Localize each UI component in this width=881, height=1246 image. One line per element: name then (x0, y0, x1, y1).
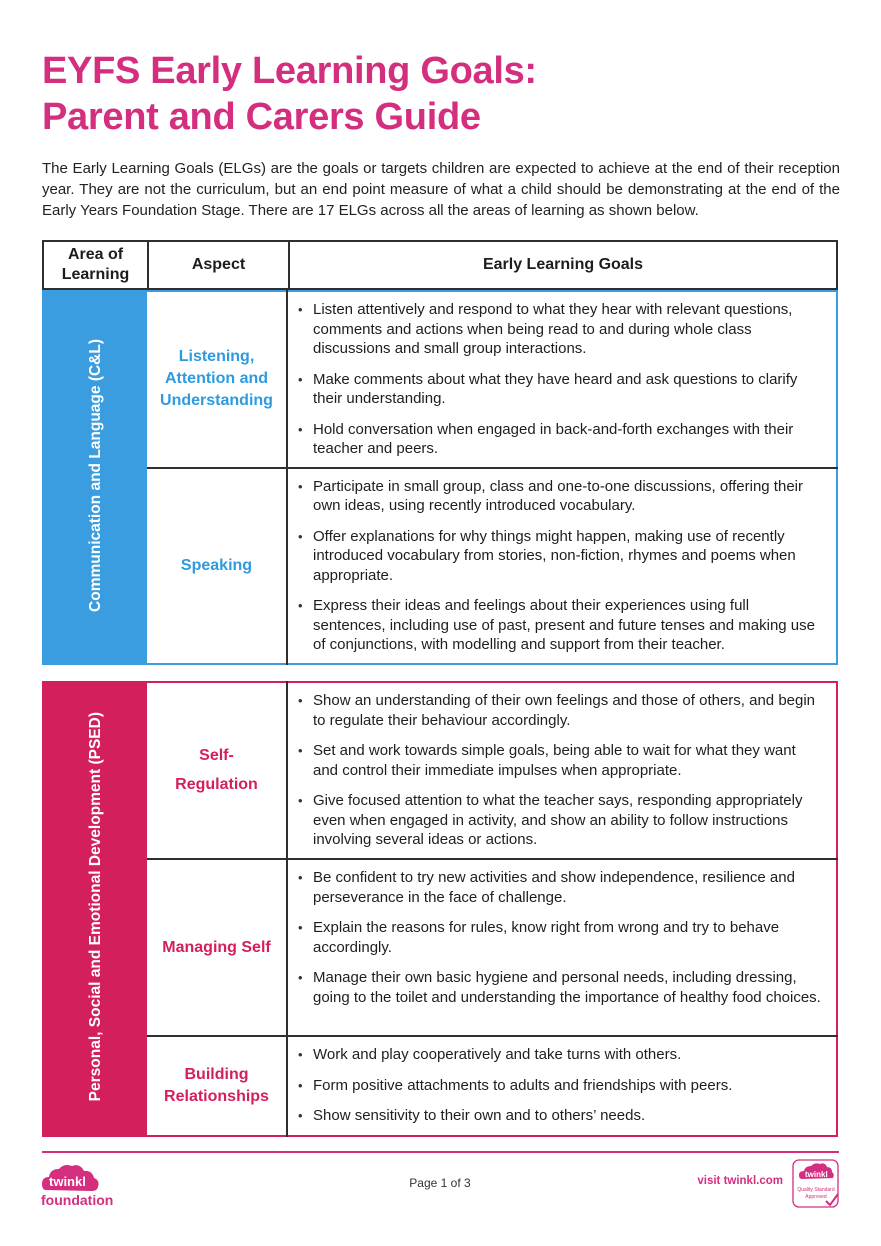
goals-listening (287, 291, 837, 468)
aspect-managing-self (147, 859, 287, 1036)
goal-item: • Be confident to try new activities and show independence, resilience and perseverance in the face of challenge. (298, 868, 824, 907)
goal-item: • Listen attentively and respond to what they hear with relevant questions, comments and actions when being read to and during whole class discussions and small group interactions. (298, 300, 824, 359)
quality-standard-badge (792, 1159, 840, 1209)
goals-building-relationships (287, 1036, 837, 1136)
goal-item: • Offer explanations for why things might happen, making use of recently introduced vocabulary from stories, non-fiction, rhymes and poems when appropriate. (298, 527, 824, 586)
badge-text-quality: Quality Standard (797, 1187, 835, 1193)
aspect-line: Managing Self (162, 938, 271, 956)
goals-speaking (287, 468, 837, 664)
aspect-line: Attention and (164, 370, 269, 388)
header-goals: Early Learning Goals (289, 241, 837, 289)
psed-area-cell (43, 682, 147, 1136)
aspect-line: Listening, (178, 348, 255, 366)
goals-self-regulation (287, 682, 837, 859)
aspect-line: Speaking (180, 556, 253, 574)
title-line-1: EYFS Early Learning Goals: (42, 50, 537, 92)
aspect-line: Self- (199, 747, 234, 764)
header-area (43, 241, 148, 289)
goal-item: • Form positive attachments to adults and friendships with peers. (298, 1076, 824, 1096)
header-area-line-1: Area of (67, 246, 124, 263)
badge-text-approved: Approved (805, 1194, 827, 1200)
psed-section (42, 681, 838, 1137)
goal-item: • Set and work towards simple goals, being able to wait for what they want and control their immediate impulses when appropriate. (298, 741, 824, 780)
title-line-2: Parent and Carers Guide (42, 96, 481, 138)
table-header (42, 240, 838, 290)
badge-text-twinkl: twinkl (805, 1170, 828, 1179)
logo-text-foundation: foundation (41, 1192, 114, 1208)
goal-item: • Work and play cooperatively and take turns with others. (298, 1045, 824, 1065)
aspect-line: Understanding (160, 392, 273, 410)
page-title (42, 48, 537, 140)
table-row (43, 291, 837, 468)
header-area-line-2: Learning (61, 266, 130, 283)
aspect-line: Building (184, 1066, 249, 1083)
twinkl-foundation-logo[interactable] (40, 1160, 120, 1210)
aspect-building-relationships (147, 1036, 287, 1136)
header-aspect: Aspect (148, 241, 289, 289)
cl-area-cell (43, 291, 147, 664)
goals-managing-self (287, 859, 837, 1036)
goal-item: • Make comments about what they have heard and ask questions to clarify their understanding. (298, 370, 824, 409)
psed-area-label: Personal, Social and Emotional Development (PSED) (86, 712, 104, 1102)
table-row (43, 682, 837, 859)
goal-item: • Express their ideas and feelings about their experiences using full sentences, including use of past, present and future tenses and making use of conjunctions, with modelling and support from their teacher. (298, 596, 824, 655)
aspect-speaking (147, 468, 287, 664)
intro-paragraph: The Early Learning Goals (ELGs) are the goals or targets children are expected to achieve at the end of their reception year. They are not the curriculum, but an end point measure of what a child should be demonstrating at the end of the Early Years Foundation Stage. There are 17 ELGs across all the areas of learning as shown below. (42, 160, 840, 219)
cl-area-label: Communication and Language (C&L) (86, 338, 104, 612)
aspect-self-regulation (147, 682, 287, 859)
goal-item: • Give focused attention to what the teacher says, responding appropriately even when engaged in activity, and show an ability to follow instructions involving several ideas or actions. (298, 791, 824, 850)
goal-item: • Hold conversation when engaged in back-and-forth exchanges with their teacher and peers. (298, 420, 824, 459)
aspect-line: Relationships (164, 1088, 269, 1105)
goal-item: • Manage their own basic hygiene and personal needs, including dressing, going to the toilet and understanding the importance of healthy food choices. (298, 968, 824, 1007)
page-number: Page 1 of 3 (409, 1176, 471, 1190)
table-row (43, 1036, 837, 1136)
aspect-listening (147, 291, 287, 468)
table-row (43, 468, 837, 664)
goal-item: • Explain the reasons for rules, know right from wrong and try to behave accordingly. (298, 918, 824, 957)
table-row (43, 859, 837, 1036)
visit-link[interactable]: visit twinkl.com (697, 1175, 783, 1187)
footer-divider (42, 1151, 839, 1153)
goal-item: • Participate in small group, class and one-to-one discussions, offering their own ideas, using recently introduced vocabulary. (298, 477, 824, 516)
goal-item: • Show an understanding of their own feelings and those of others, and begin to regulate their behaviour accordingly. (298, 691, 824, 730)
logo-text-twinkl: twinkl (49, 1174, 86, 1189)
goal-item: • Show sensitivity to their own and to others’ needs. (298, 1106, 824, 1126)
cl-section (42, 290, 838, 665)
aspect-line: Regulation (175, 776, 258, 793)
